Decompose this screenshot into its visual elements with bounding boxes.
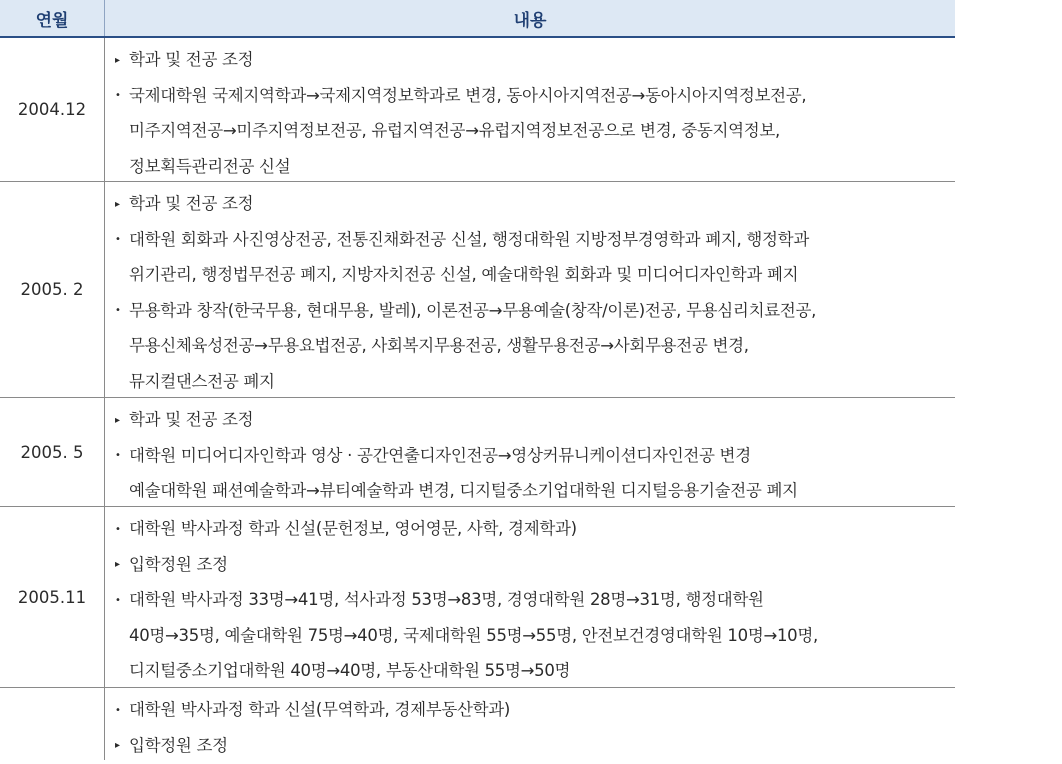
line-text: 미주지역전공→미주지역정보전공, 유럽지역전공→유럽지역정보전공으로 변경, 중동지역정보, <box>129 121 781 140</box>
content-line <box>115 328 955 364</box>
line-text: 위기관리, 행정법무전공 폐지, 지방자치전공 신설, 예술대학원 회화과 및 미디어디자인학과 폐지 <box>129 265 799 284</box>
line-text: 대학원 박사과정 33명→41명, 석사과정 53명→83명, 경영대학원 28명→31명, 행정대학원 <box>129 590 764 609</box>
line-text: 무용신체육성전공→무용요법전공, 사회복지무용전공, 생활무용전공→사회무용전공 변경, <box>129 336 749 355</box>
content-line <box>115 438 955 474</box>
content-line <box>115 149 955 185</box>
line-text: 학과 및 전공 조정 <box>129 410 254 429</box>
triangle-bullet-icon: ▸ <box>115 740 120 752</box>
triangle-bullet-icon: ▸ <box>115 559 120 571</box>
table-header <box>0 0 955 38</box>
line-text: 예술대학원 패션예술학과→뷰티예술학과 변경, 디지털중소기업대학원 디지털응용기술전공 폐지 <box>129 481 798 500</box>
content-line <box>115 473 955 509</box>
row-content <box>105 688 955 760</box>
row-date: 2005.11 <box>0 507 105 687</box>
line-text: 대학원 회화과 사진영상전공, 전통진채화전공 신설, 행정대학원 지방정부경영학과 폐지, 행정학과 <box>129 229 809 249</box>
content-line <box>115 582 955 618</box>
row-date: 2005. 5 <box>0 398 105 506</box>
row-date <box>0 688 105 760</box>
triangle-bullet-icon: ▸ <box>115 54 120 66</box>
row-content <box>105 507 955 687</box>
row-content <box>105 398 955 506</box>
table-row <box>0 182 955 398</box>
content-line <box>115 222 955 258</box>
line-text: 입학정원 조정 <box>129 554 228 574</box>
triangle-bullet-icon: ▸ <box>115 198 120 210</box>
content-line <box>115 257 955 293</box>
dot-bullet-icon: • <box>115 234 121 246</box>
content-line <box>115 547 955 583</box>
dot-bullet-icon: • <box>115 594 121 606</box>
line-text: 대학원 미디어디자인학과 영상 · 공간연출디자인전공→영상커뮤니케이션디자인전공 변경 <box>129 445 751 465</box>
header-date: 연월 <box>0 0 105 36</box>
table-row <box>0 688 955 760</box>
dot-bullet-icon: • <box>115 90 121 102</box>
line-text: 학과 및 전공 조정 <box>129 194 254 213</box>
content-line <box>115 113 955 149</box>
dot-bullet-icon: • <box>115 704 121 716</box>
table-row <box>0 398 955 507</box>
row-content <box>105 38 955 181</box>
content-line <box>115 364 955 400</box>
content-line <box>115 653 955 689</box>
content-line <box>115 692 955 728</box>
content-line <box>115 293 955 329</box>
line-text: 국제대학원 국제지역학과→국제지역정보학과로 변경, 동아시아지역전공→동아시아지역정보전공, <box>129 85 807 105</box>
row-content <box>105 182 955 397</box>
dot-bullet-icon: • <box>115 523 121 535</box>
line-text: 40명→35명, 예술대학원 75명→40명, 국제대학원 55명→55명, 안전보건경영대학원 10명→10명, <box>129 625 818 645</box>
table-row <box>0 38 955 182</box>
content-line <box>115 728 955 764</box>
line-text: 학과 및 전공 조정 <box>129 50 254 69</box>
line-text: 디지털중소기업대학원 40명→40명, 부동산대학원 55명→50명 <box>129 661 571 680</box>
content-line <box>115 78 955 114</box>
table-row <box>0 507 955 688</box>
content-line <box>115 42 955 78</box>
content-line <box>115 618 955 654</box>
line-text: 대학원 박사과정 학과 신설(무역학과, 경제부동산학과) <box>129 700 511 719</box>
row-date: 2004.12 <box>0 38 105 181</box>
dot-bullet-icon: • <box>115 450 121 462</box>
content-line <box>115 511 955 547</box>
table-body <box>0 38 955 760</box>
content-line <box>115 402 955 438</box>
line-text: 정보획득관리전공 신설 <box>129 156 291 176</box>
line-text: 입학정원 조정 <box>129 735 228 755</box>
line-text: 무용학과 창작(한국무용, 현대무용, 발레), 이론전공→무용예술(창작/이론)전공, 무용심리치료전공, <box>129 300 817 320</box>
header-content: 내용 <box>513 10 547 31</box>
line-text: 뮤지컬댄스전공 폐지 <box>129 371 275 391</box>
line-text: 대학원 박사과정 학과 신설(문헌정보, 영어영문, 사학, 경제학과) <box>129 519 577 538</box>
content-line <box>115 186 955 222</box>
triangle-bullet-icon: ▸ <box>115 414 120 426</box>
row-date: 2005. 2 <box>0 182 105 397</box>
dot-bullet-icon: • <box>115 305 121 317</box>
